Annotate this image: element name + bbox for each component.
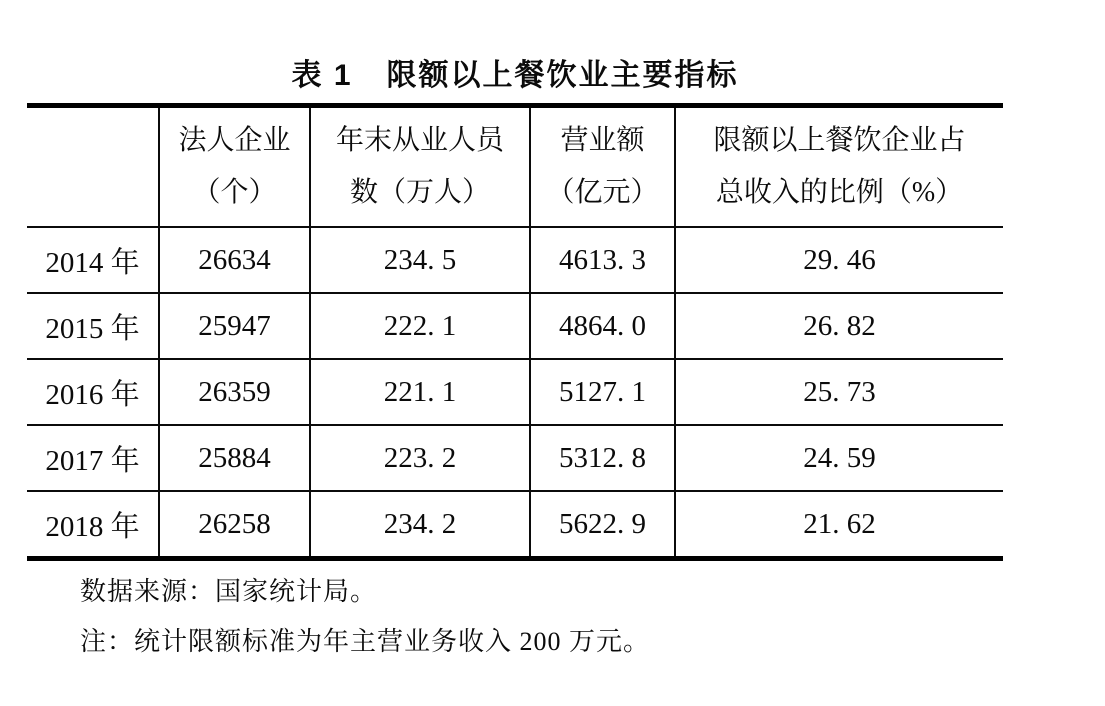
- catering-indicators-table: [27, 103, 1003, 561]
- table-row-2014: [27, 227, 1003, 293]
- table-header: [27, 106, 1003, 228]
- cell-share: 26. 82: [675, 293, 1003, 359]
- cell-employees: 223. 2: [310, 425, 530, 491]
- cell-turnover: 5622. 9: [530, 491, 675, 559]
- cell-turnover: 5127. 1: [530, 359, 675, 425]
- cell-share: 21. 62: [675, 491, 1003, 559]
- table-row-2018: [27, 491, 1003, 559]
- table-title: [27, 50, 1003, 94]
- cell-year: 2018 年: [27, 491, 159, 559]
- cell-year: 2015 年: [27, 293, 159, 359]
- cell-turnover: 4613. 3: [530, 227, 675, 293]
- header-cell-employees: 年末从业人员 数（万人）: [310, 106, 530, 228]
- header-cell-share: 限额以上餐饮企业占 总收入的比例（%）: [675, 106, 1003, 228]
- table-row-2015: [27, 293, 1003, 359]
- header-cell-legal-entities: 法人企业 （个）: [159, 106, 310, 228]
- cell-legal-entities: 26634: [159, 227, 310, 293]
- threshold-note: 注：统计限额标准为年主营业务收入 200 万元。: [80, 627, 651, 656]
- data-source-note: 数据来源：国家统计局。: [80, 577, 378, 606]
- header-cell-turnover: 营业额 （亿元）: [530, 106, 675, 228]
- header-row: [27, 106, 1003, 228]
- table-body: [27, 227, 1003, 559]
- header-cell-year: [27, 106, 159, 228]
- cell-employees: 221. 1: [310, 359, 530, 425]
- cell-employees: 234. 5: [310, 227, 530, 293]
- cell-share: 29. 46: [675, 227, 1003, 293]
- cell-employees: 234. 2: [310, 491, 530, 559]
- cell-year: 2017 年: [27, 425, 159, 491]
- cell-legal-entities: 26258: [159, 491, 310, 559]
- cell-year: 2014 年: [27, 227, 159, 293]
- table-number-label: 表 1: [291, 59, 353, 92]
- cell-employees: 222. 1: [310, 293, 530, 359]
- cell-share: 24. 59: [675, 425, 1003, 491]
- cell-year: 2016 年: [27, 359, 159, 425]
- cell-legal-entities: 25884: [159, 425, 310, 491]
- cell-share: 25. 73: [675, 359, 1003, 425]
- table-title-text: 限额以上餐饮业主要指标: [386, 59, 739, 92]
- table-row-2016: [27, 359, 1003, 425]
- cell-turnover: 4864. 0: [530, 293, 675, 359]
- cell-legal-entities: 25947: [159, 293, 310, 359]
- cell-turnover: 5312. 8: [530, 425, 675, 491]
- cell-legal-entities: 26359: [159, 359, 310, 425]
- table-row-2017: [27, 425, 1003, 491]
